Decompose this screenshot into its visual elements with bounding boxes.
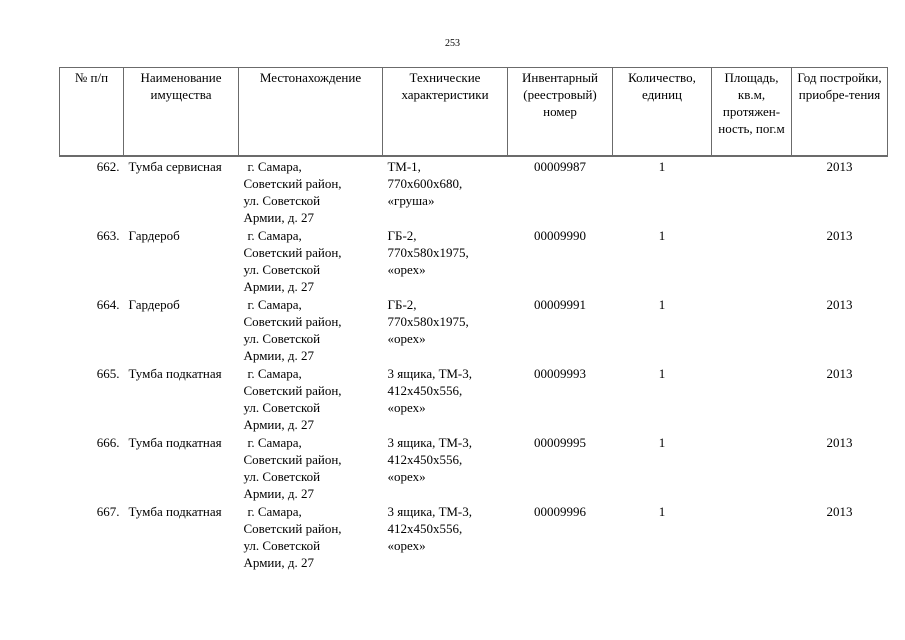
- header-tech: Технические характеристики: [383, 68, 508, 157]
- row-tech: [383, 227, 508, 296]
- row-year: 2013: [826, 228, 853, 243]
- table-row: [60, 503, 888, 572]
- row-quantity: 1: [658, 366, 666, 381]
- location-line: Армии, д. 27: [243, 348, 314, 363]
- property-table: [59, 67, 888, 572]
- row-quantity: 1: [658, 297, 666, 312]
- row-inventory: 00009990: [534, 228, 586, 243]
- row-number: 662.: [96, 159, 120, 174]
- location-line: г. Самара,: [247, 228, 302, 243]
- row-inventory: 00009996: [534, 504, 586, 519]
- row-tech: [383, 503, 508, 572]
- tech-line: 3 ящика, ТМ-3,: [387, 366, 472, 381]
- tech-line: 3 ящика, ТМ-3,: [387, 504, 472, 519]
- row-location: [239, 503, 383, 572]
- row-inventory: 00009993: [534, 366, 586, 381]
- row-inventory: 00009991: [534, 297, 586, 312]
- header-area: Площадь, кв.м, протяжен-ность, пог.м: [712, 68, 792, 157]
- row-year: 2013: [826, 297, 853, 312]
- location-line: ул. Советской: [243, 193, 321, 208]
- tech-line: 770х580х1975,: [387, 314, 469, 329]
- location-line: Советский район,: [243, 383, 342, 398]
- row-quantity: 1: [658, 159, 666, 174]
- row-year: 2013: [826, 435, 853, 450]
- row-year: 2013: [826, 366, 853, 381]
- location-line: Армии, д. 27: [243, 279, 314, 294]
- location-line: Советский район,: [243, 452, 342, 467]
- row-area: [712, 365, 792, 434]
- row-inventory: 00009995: [534, 435, 586, 450]
- location-line: Советский район,: [243, 176, 342, 191]
- row-number: 666.: [96, 435, 120, 450]
- row-location: [239, 296, 383, 365]
- row-year: 2013: [826, 504, 853, 519]
- location-line: ул. Советской: [243, 538, 321, 553]
- row-inventory: 00009987: [534, 159, 586, 174]
- tech-line: ГБ-2,: [387, 228, 417, 243]
- row-number: 664.: [96, 297, 120, 312]
- tech-line: ТМ-1,: [387, 159, 421, 174]
- tech-line: 770х580х1975,: [387, 245, 469, 260]
- location-line: Советский район,: [243, 314, 342, 329]
- tech-line: «орех»: [387, 262, 426, 277]
- table-body: [60, 156, 888, 572]
- header-num: № п/п: [60, 68, 124, 157]
- table-row: [60, 156, 888, 227]
- row-name: Гардероб: [128, 297, 180, 312]
- tech-line: «груша»: [387, 193, 435, 208]
- row-location: [239, 365, 383, 434]
- location-line: ул. Советской: [243, 262, 321, 277]
- row-location: [239, 227, 383, 296]
- tech-line: 412х450х556,: [387, 452, 463, 467]
- location-line: ул. Советской: [243, 331, 321, 346]
- header-year: Год постройки, приобре-тения: [792, 68, 888, 157]
- row-location: [239, 156, 383, 227]
- tech-line: 412х450х556,: [387, 521, 463, 536]
- tech-line: «орех»: [387, 538, 426, 553]
- row-tech: [383, 296, 508, 365]
- location-line: г. Самара,: [247, 297, 302, 312]
- row-area: [712, 434, 792, 503]
- row-area: [712, 227, 792, 296]
- row-number: 667.: [96, 504, 120, 519]
- location-line: ул. Советской: [243, 400, 321, 415]
- tech-line: 770х600х680,: [387, 176, 463, 191]
- tech-line: 3 ящика, ТМ-3,: [387, 435, 472, 450]
- location-line: Армии, д. 27: [243, 417, 314, 432]
- tech-line: «орех»: [387, 469, 426, 484]
- table-row: [60, 296, 888, 365]
- location-line: Советский район,: [243, 521, 342, 536]
- header-inventory: Инвентарный (реестровый) номер: [508, 68, 613, 157]
- tech-line: ГБ-2,: [387, 297, 417, 312]
- row-number: 663.: [96, 228, 120, 243]
- location-line: г. Самара,: [247, 435, 302, 450]
- header-location: Местонахождение: [239, 68, 383, 157]
- row-area: [712, 503, 792, 572]
- table-row: [60, 365, 888, 434]
- row-name: Тумба подкатная: [128, 435, 222, 450]
- row-tech: [383, 434, 508, 503]
- row-quantity: 1: [658, 504, 666, 519]
- row-year: 2013: [826, 159, 853, 174]
- location-line: ул. Советской: [243, 469, 321, 484]
- tech-line: «орех»: [387, 400, 426, 415]
- table-header: [60, 68, 888, 157]
- row-quantity: 1: [658, 228, 666, 243]
- location-line: г. Самара,: [247, 504, 302, 519]
- row-quantity: 1: [658, 435, 666, 450]
- location-line: Советский район,: [243, 245, 342, 260]
- table-row: [60, 434, 888, 503]
- tech-line: «орех»: [387, 331, 426, 346]
- row-area: [712, 296, 792, 365]
- row-location: [239, 434, 383, 503]
- page-number: 253: [445, 38, 460, 49]
- location-line: Армии, д. 27: [243, 486, 314, 501]
- location-line: г. Самара,: [247, 159, 302, 174]
- row-name: Тумба подкатная: [128, 366, 222, 381]
- row-name: Гардероб: [128, 228, 180, 243]
- location-line: г. Самара,: [247, 366, 302, 381]
- row-tech: [383, 365, 508, 434]
- location-line: Армии, д. 27: [243, 210, 314, 225]
- header-quantity: Количество, единиц: [613, 68, 712, 157]
- location-line: Армии, д. 27: [243, 555, 314, 570]
- tech-line: 412х450х556,: [387, 383, 463, 398]
- header-name: Наименование имущества: [124, 68, 239, 157]
- row-area: [712, 156, 792, 227]
- row-name: Тумба сервисная: [128, 159, 222, 174]
- row-tech: [383, 156, 508, 227]
- row-number: 665.: [96, 366, 120, 381]
- table-row: [60, 227, 888, 296]
- row-name: Тумба подкатная: [128, 504, 222, 519]
